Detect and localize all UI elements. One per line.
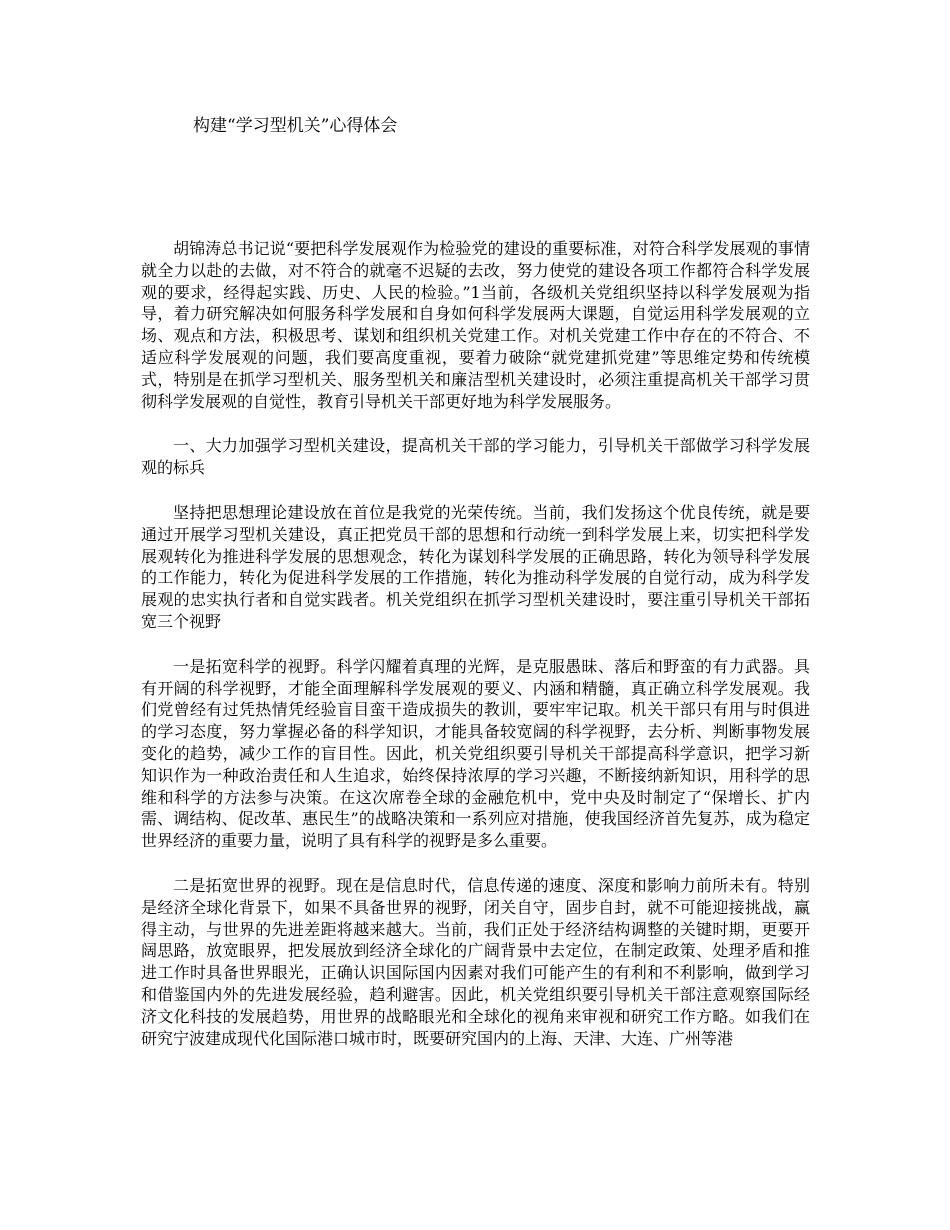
document-body: [141, 238, 810, 1072]
paragraph-science-vision: 一是拓宽科学的视野。科学闪耀着真理的光辉，是克服愚昧、落后和野蛮的有力武器。具有开阔的科学视野，才能全面理解科学发展观的要义、内涵和精髓，真正确立科学发展观。我们党曾经有过凭热情凭经验盲目蛮干造成损失的教训，要牢牢记取。机关干部只有用与时俱进的学习态度，努力掌握必备的科学知识，才能具备较宽阔的科学视野，去分析、判断事物发展变化的趋势，减少工作的盲目性。因此，机关党组织要引导机关干部提高科学意识，把学习新知识作为一种政治责任和人生追求，始终保持浓厚的学习兴趣，不断接纳新知识，用科学的思维和科学的方法参与决策。在这次席卷全球的金融危机中，党中央及时制定了“保增长、扩内需、调结构、促改革、惠民生”的战略决策和一系列应对措施，使我国经济首先复苏，成为稳定世界经济的重要力量，说明了具有科学的视野是多么重要。: [141, 656, 810, 851]
paragraph-tradition: 坚持把思想理论建设放在首位是我党的光荣传统。当前，我们发扬这个优良传统，就是要通过开展学习型机关建设，真正把党员干部的思想和行动统一到科学发展上来，切实把科学发展观转化为推进科学发展的思想观念，转化为谋划科学发展的正确思路，转化为领导科学发展的工作能力，转化为促进科学发展的工作措施，转化为推动科学发展的自觉行动，成为科学发展观的忠实执行者和自觉实践者。机关党组织在抓学习型机关建设时，要注重引导机关干部拓宽三个视野: [141, 502, 810, 631]
document-title: 构建“学习型机关”心得体会: [193, 116, 398, 136]
paragraph-intro: 胡锦涛总书记说“要把科学发展观作为检验党的建设的重要标准，对符合科学发展观的事情就全力以赴的去做，对不符合的就毫不迟疑的去改，努力使党的建设各项工作都符合科学发展观的要求，经得起实践、历史、人民的检验。”1当前，各级机关党组织坚持以科学发展观为指导，着力研究解决如何服务科学发展和自身如何科学发展两大课题，自觉运用科学发展观的立场、观点和方法，积极思考、谋划和组织机关党建工作。对机关党建工作中存在的不符合、不适应科学发展观的问题，我们要高度重视，要着力破除“就党建抓党建”等思维定势和传统模式，特别是在抓学习型机关、服务型机关和廉洁型机关建设时，必须注重提高机关干部学习贯彻科学发展观的自觉性，教育引导机关干部更好地为科学发展服务。: [141, 239, 810, 411]
paragraph-world-vision: 二是拓宽世界的视野。现在是信息时代，信息传递的速度、深度和影响力前所未有。特别是经济全球化背景下，如果不具备世界的视野，闭关自守，固步自封，就不可能迎接挑战，赢得主动，与世界的先进差距将越来越大。当前，我们正处于经济结构调整的关键时期，更要开阔思路，放宽眼界，把发展放到经济全球化的广阔背景中去定位，在制定政策、处理矛盾和推进工作时具备世界眼光，正确认识国际国内因素对我们可能产生的有利和不利影响，做到学习和借鉴国内外的先进发展经验，趋利避害。因此，机关党组织要引导机关干部注意观察国际经济文化科技的发展趋势，用世界的战略眼光和全球化的视角来审视和研究工作方略。如我们在研究宁波建成现代化国际港口城市时，既要研究国内的上海、天津、大连、广州等港: [141, 875, 810, 1048]
section-heading-one: 一、大力加强学习型机关建设，提高机关干部的学习能力，引导机关干部做学习科学发展观的标兵: [141, 436, 810, 478]
